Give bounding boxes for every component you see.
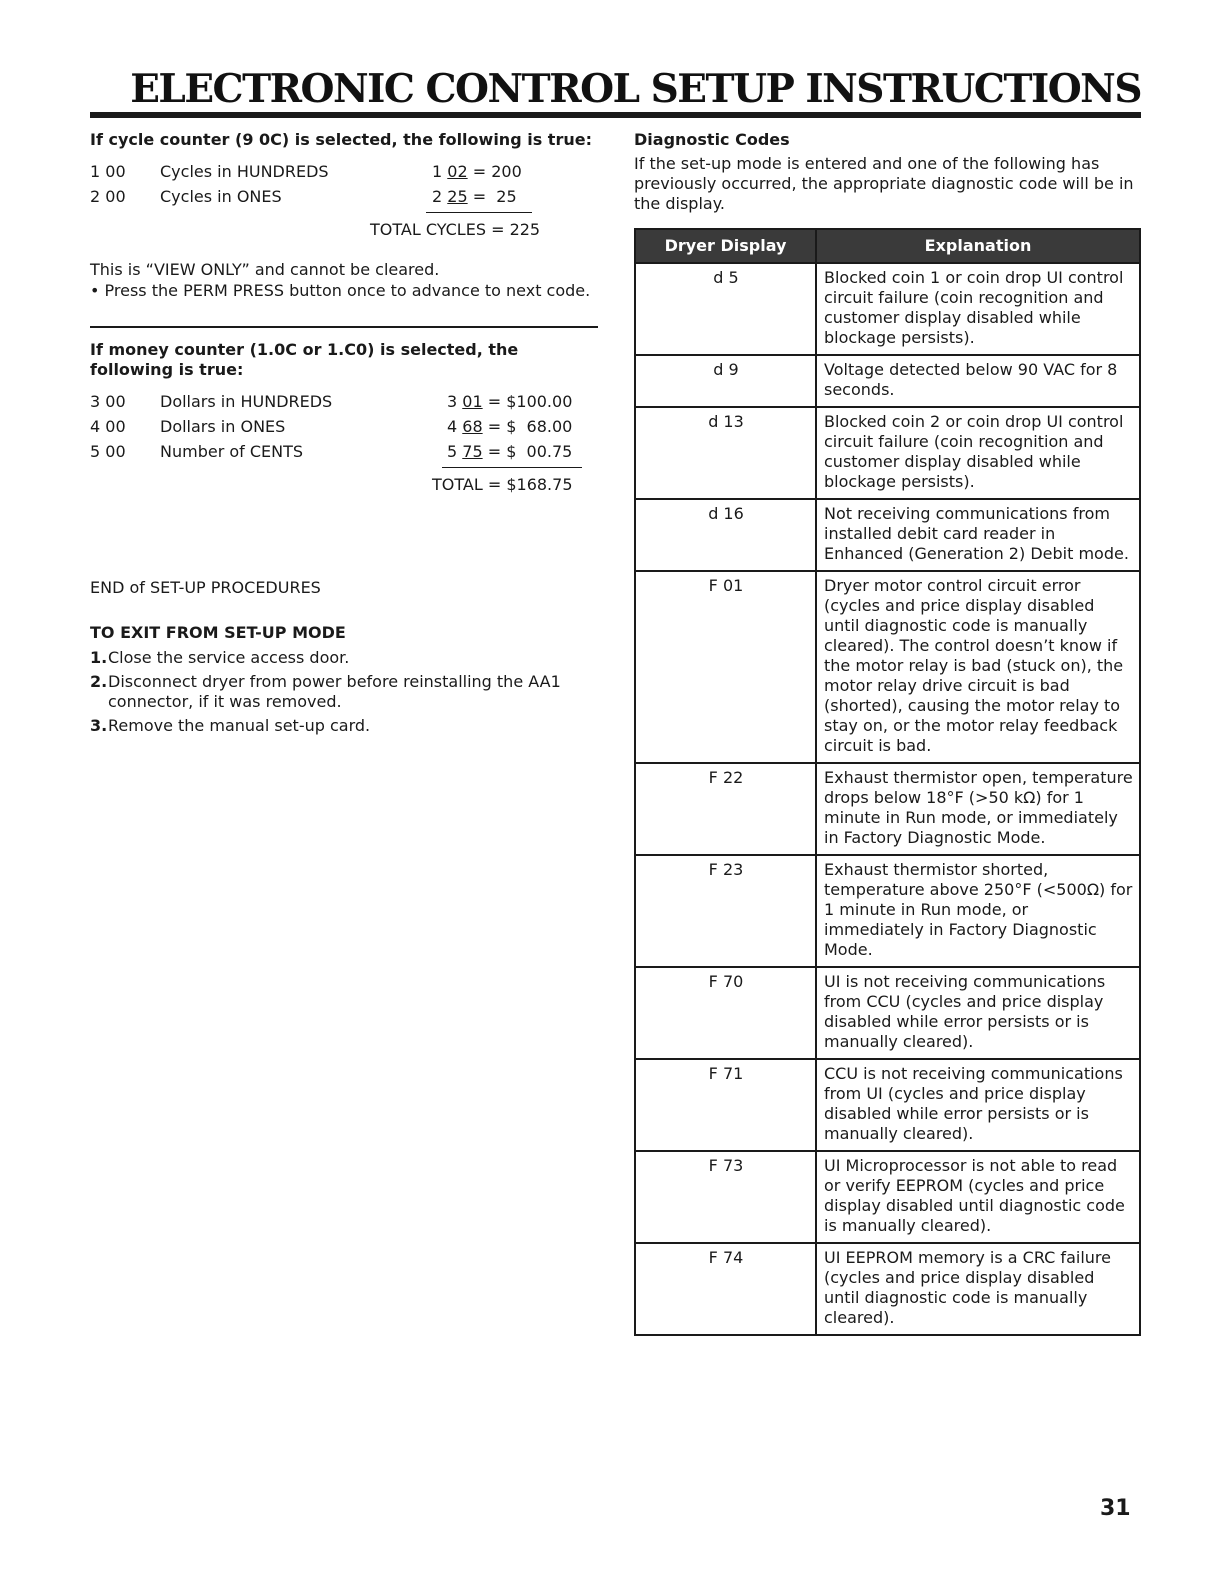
money-row-example: 4 68 = $ 68.00 [447,417,573,436]
diagnostic-row [635,407,1140,499]
diagnostic-row [635,1151,1140,1243]
diagnostic-row [635,571,1140,763]
exit-step: 3. Remove the manual set-up card. [90,716,371,735]
money-row-example: 5 75 = $ 00.75 [447,442,573,461]
diagnostic-explanation: CCU is not receiving communications from UI (cycles and price display disabled while error persists or is manually cleared). [816,1059,1140,1151]
diagnostic-explanation: Exhaust thermistor open, temperature drops below 18°F (>50 kΩ) for 1 minute in Run mode, or immediately in Factory Diagnostic Mode. [816,763,1140,855]
cycle-row-code: 2 00 [90,187,126,206]
money-counter-heading: If money counter (1.0C or 1.C0) is selected, the following is true: [90,340,519,379]
diagnostic-explanation: UI Microprocessor is not able to read or verify EEPROM (cycles and price display disabled until diagnostic code is manually cleared). [816,1151,1140,1243]
exit-heading: TO EXIT FROM SET-UP MODE [90,623,346,642]
money-row-code: 5 00 [90,442,126,461]
money-counter-rows [90,392,600,472]
diagnostic-code: d 5 [635,263,816,355]
advance-bullet: • Press the PERM PRESS button once to advance to next code. [90,281,591,300]
money-row [90,442,590,464]
diagnostic-row [635,1059,1140,1151]
diagnostic-explanation: Blocked coin 1 or coin drop UI control circuit failure (coin recognition and customer display disabled while blockage persists). [816,263,1140,355]
diagnostic-code: d 9 [635,355,816,407]
exit-steps [90,648,580,736]
cycle-total: TOTAL CYCLES = 225 [370,220,541,239]
sum-rule [442,467,582,468]
end-of-setup: END of SET-UP PROCEDURES [90,578,321,597]
cycle-counter-section [90,130,600,150]
diagnostic-code: F 01 [635,571,816,763]
diagnostic-row [635,967,1140,1059]
sum-rule [426,212,532,213]
diagnostic-row [635,355,1140,407]
diagnostic-table [634,228,1141,1336]
view-only-note: This is “VIEW ONLY” and cannot be cleared. [90,260,440,279]
diagnostic-header-row [635,229,1140,263]
diagnostic-explanation: Dryer motor control circuit error (cycles and price display disabled until diagnostic code is manually cleared). The control doesn’t know if the motor relay is bad (stuck on), the motor relay drive circuit is bad (shorted), causing the motor relay to stay on, or the motor relay feedback circuit is bad. [816,571,1140,763]
diagnostic-code: d 16 [635,499,816,571]
money-row-example: 3 01 = $100.00 [447,392,573,411]
header-explanation: Explanation [816,229,1140,263]
money-row [90,392,590,414]
diagnostic-row [635,499,1140,571]
section-divider [90,326,598,328]
diagnostic-code: F 23 [635,855,816,967]
exit-step: 1. Close the service access door. [90,648,350,667]
money-total: TOTAL = $168.75 [432,475,573,494]
cycle-row-code: 1 00 [90,162,126,181]
cycle-row-example: 1 02 = 200 [432,162,522,181]
diagnostic-row [635,1243,1140,1335]
money-row-code: 4 00 [90,417,126,436]
title-rule [90,112,1141,118]
money-row [90,417,590,439]
diagnostic-explanation: Blocked coin 2 or coin drop UI control circuit failure (coin recognition and customer display disabled while blockage persists). [816,407,1140,499]
diagnostic-code: F 70 [635,967,816,1059]
money-row-desc: Dollars in HUNDREDS [160,392,333,411]
cycle-row [90,162,530,184]
cycle-row-desc: Cycles in HUNDREDS [160,162,329,181]
diagnostic-row [635,263,1140,355]
diagnostic-heading: Diagnostic Codes [634,130,790,149]
diagnostic-explanation: Not receiving communications from installed debit card reader in Enhanced (Generation 2) Debit mode. [816,499,1140,571]
cycle-row [90,187,530,209]
money-row-code: 3 00 [90,392,126,411]
diagnostic-explanation: Exhaust thermistor shorted, temperature above 250°F (<500Ω) for 1 minute in Run mode, or immediately in Factory Diagnostic Mode. [816,855,1140,967]
diagnostic-intro: If the set-up mode is entered and one of the following has previously occurred, the appropriate diagnostic code will be in the display. [634,154,1134,213]
exit-step: 2. Disconnect dryer from power before reinstalling the AA1 connector, if it was removed. [90,672,561,711]
diagnostic-explanation: UI is not receiving communications from CCU (cycles and price display disabled while error persists or is manually cleared). [816,967,1140,1059]
diagnostic-explanation: Voltage detected below 90 VAC for 8 seconds. [816,355,1140,407]
cycle-row-example: 2 25 = 25 [432,187,517,206]
diagnostic-code: F 71 [635,1059,816,1151]
diagnostic-code: d 13 [635,407,816,499]
diagnostic-code: F 73 [635,1151,816,1243]
page-title: ELECTRONIC CONTROL SETUP INSTRUCTIONS [130,66,1141,112]
money-row-desc: Dollars in ONES [160,417,286,436]
diagnostic-code: F 22 [635,763,816,855]
diagnostic-explanation: UI EEPROM memory is a CRC failure (cycles and price display disabled until diagnostic code is manually cleared). [816,1243,1140,1335]
diagnostic-row [635,763,1140,855]
cycle-counter-heading: If cycle counter (9 0C) is selected, the following is true: [90,130,592,149]
header-dryer-display: Dryer Display [635,229,816,263]
page-number: 31 [1100,1496,1131,1521]
cycle-row-desc: Cycles in ONES [160,187,282,206]
diagnostic-row [635,855,1140,967]
money-row-desc: Number of CENTS [160,442,304,461]
diagnostic-code: F 74 [635,1243,816,1335]
